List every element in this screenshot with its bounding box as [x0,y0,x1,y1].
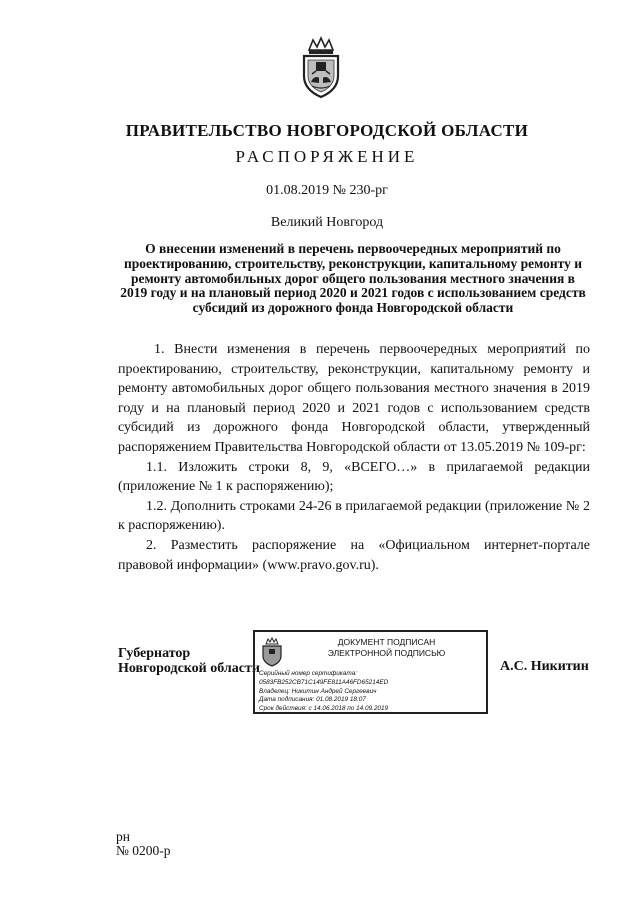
coat-of-arms-emblem [297,36,345,100]
electronic-signature-stamp [253,630,488,714]
stamp-heading [289,637,484,659]
signer-position-line2: Новгородской области [118,661,260,676]
signer-position-line1: Губернатор [118,646,191,661]
signed-date: Дата подписания: 01.08.2019 18:07 [259,696,366,704]
paragraph-1-2: 1.2. Дополнить строками 24-26 в прилагаемой редакции (приложение № 2 к распоряжению). [118,498,590,534]
footer-initials: рн [116,829,130,844]
document-type: РАСПОРЯЖЕНИЕ [235,147,419,166]
cert-owner: Владелец: Никитин Андрей Сергеевич [259,687,377,695]
paragraph-1-1: 1.1. Изложить строки 8, 9, «ВСЕГО…» в прилагаемой редакции (приложение № 1 к распоряжению); [118,459,590,495]
cert-label: Серийный номер сертификата: [259,670,357,677]
government-title: ПРАВИТЕЛЬСТВО НОВГОРОДСКОЙ ОБЛАСТИ [125,121,529,140]
stamp-heading-line1: ДОКУМЕНТ ПОДПИСАН [337,637,436,647]
signer-position [118,646,260,676]
paragraph-2: 2. Разместить распоряжение на «Официальном интернет-портале правовой информации» (www.pravo.gov.ru). [118,537,590,573]
city: Великий Новгород [270,215,384,230]
coat-of-arms-small-icon [260,637,284,667]
cert-validity: Срок действия: с 14.06.2018 по 14.09.2019 [259,705,389,713]
document-body [118,340,590,575]
footer-number: № 0200-р [116,843,171,858]
cert-number: 0583FB252CB71C149FE811A46FD65214ED [259,678,389,686]
paragraph-1: 1. Внести изменения в перечень первоочередных мероприятий по проектированию, строительству, реконструкции, капитальному ремонту и ремонту автомобильных дорог общего пользования местного значения в 2019 году и на плановый период 2020 и 2021 годов с использованием средств субсидий из дорожного фонда Новгородской области, утвержденный распоряжением Правительства Новгородской области от 13.05.2019 № 109-рг: [118,342,590,455]
footer-note [116,830,171,858]
stamp-heading-line2: ЭЛЕКТРОННОЙ ПОДПИСЬЮ [327,648,446,658]
signer-name: А.С. Никитин [500,659,589,674]
document-subject: О внесении изменений в перечень первоочередных мероприятий по проектированию, строительству, реконструкции, капитальному ремонту и ремонту автомобильных дорог общего пользования местного значения в 2019 году и на плановый период 2020 и 2021 годов с использованием средств субсидий из дорожного фонда Новгородской области [120,241,586,316]
stamp-details [259,670,484,714]
date-and-number: 01.08.2019 № 230-рг [266,183,388,198]
